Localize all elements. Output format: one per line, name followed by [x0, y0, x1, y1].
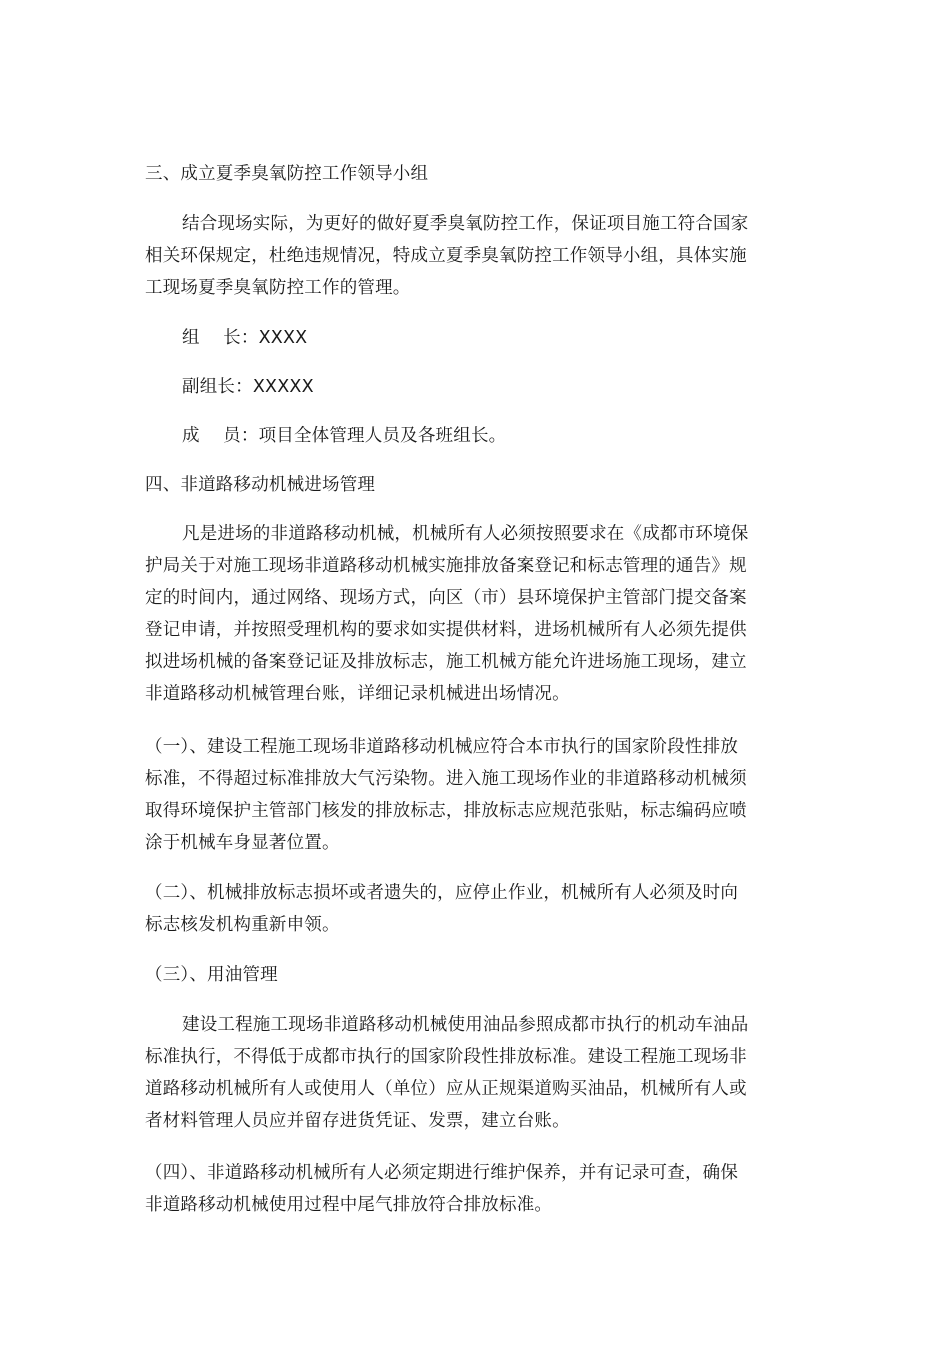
member-value: 项目全体管理人员及各班组长。 — [258, 426, 507, 446]
item-2-line: 标志核发机构重新申领。 — [145, 915, 340, 935]
member-label: 成 员： — [182, 426, 259, 446]
item-3-heading: （三）、用油管理 — [145, 965, 278, 985]
item-1-line: 标准，不得超过标准排放大气污染物。进入施工现场作业的非道路移动机械须 — [145, 769, 747, 789]
item-4-line: 非道路移动机械使用过程中尾气排放符合排放标准。 — [145, 1195, 553, 1215]
paragraph-line: 工现场夏季臭氧防控工作的管理。 — [145, 278, 411, 298]
section-heading-4: 四、非道路移动机械进场管理 — [145, 475, 376, 495]
item-4-line: （四）、非道路移动机械所有人必须定期进行维护保养，并有记录可查，确保 — [145, 1163, 739, 1183]
item-1-line: 取得环境保护主管部门核发的排放标志，排放标志应规范张贴，标志编码应喷 — [145, 801, 747, 821]
member-value: XXXXX — [252, 377, 314, 397]
item-1-line: （一）、建设工程施工现场非道路移动机械应符合本市执行的国家阶段性排放 — [145, 737, 739, 757]
paragraph-line: 结合现场实际，为更好的做好夏季臭氧防控工作，保证项目施工符合国家 — [182, 214, 749, 234]
paragraph-line: 非道路移动机械管理台账，详细记录机械进出场情况。 — [145, 684, 570, 704]
member-row-deputy — [182, 371, 802, 403]
member-label: 副组长： — [182, 377, 253, 397]
item-3-line: 标准执行，不得低于成都市执行的国家阶段性排放标准。建设工程施工现场非 — [145, 1047, 747, 1067]
paragraph-line: 相关环保规定，杜绝违规情况，特成立夏季臭氧防控工作领导小组，具体实施 — [145, 246, 747, 266]
item-1-line: 涂于机械车身显著位置。 — [145, 833, 340, 853]
member-row-leader — [182, 322, 802, 354]
paragraph-line: 凡是进场的非道路移动机械，机械所有人必须按照要求在《成都市环境保 — [182, 524, 749, 544]
item-2-line: （二）、机械排放标志损坏或者遗失的，应停止作业，机械所有人必须及时向 — [145, 883, 739, 903]
member-label: 组 长： — [182, 328, 259, 348]
paragraph-line: 定的时间内，通过网络、现场方式，向区（市）县环境保护主管部门提交备案 — [145, 588, 747, 608]
paragraph-line: 登记申请，并按照受理机构的要求如实提供材料，进场机械所有人必须先提供 — [145, 620, 747, 640]
section-heading-3: 三、成立夏季臭氧防控工作领导小组 — [145, 164, 429, 184]
member-value: XXXX — [258, 328, 308, 348]
item-3-line: 建设工程施工现场非道路移动机械使用油品参照成都市执行的机动车油品 — [182, 1015, 749, 1035]
item-3-line: 道路移动机械所有人或使用人（单位）应从正规渠道购买油品，机械所有人或 — [145, 1079, 747, 1099]
paragraph-line: 拟进场机械的备案登记证及排放标志，施工机械方能允许进场施工现场，建立 — [145, 652, 747, 672]
paragraph-line: 护局关于对施工现场非道路移动机械实施排放备案登记和标志管理的通告》规 — [145, 556, 747, 576]
item-3-line: 者材料管理人员应并留存进货凭证、发票，建立台账。 — [145, 1111, 570, 1131]
member-row-members — [182, 420, 802, 452]
